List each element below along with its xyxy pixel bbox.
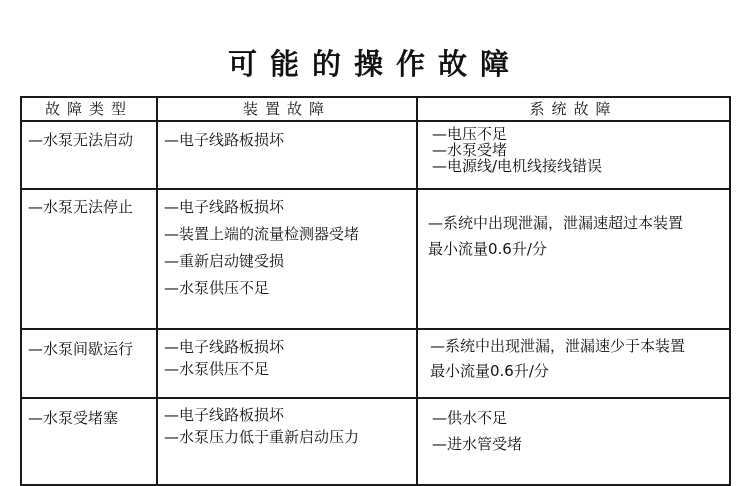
fault-type-text: —水泵受堵塞 xyxy=(28,409,119,427)
table-row xyxy=(21,121,730,189)
system-fault-item: 最小流量0.6升/分 xyxy=(428,240,547,258)
system-fault-item: —电压不足 xyxy=(432,125,508,143)
device-fault-item: —水泵供压不足 xyxy=(164,360,270,378)
system-fault-cell xyxy=(417,189,730,329)
device-fault-item: —水泵供压不足 xyxy=(164,279,270,297)
device-fault-item: —电子线路板损坏 xyxy=(164,131,285,149)
device-fault-item: —重新启动键受损 xyxy=(164,252,285,270)
fault-type-cell xyxy=(21,398,157,485)
device-fault-item: —装置上端的流量检测器受堵 xyxy=(164,225,360,243)
fault-type-cell xyxy=(21,121,157,189)
system-fault-item: —系统中出现泄漏，泄漏速超过本装置 xyxy=(428,214,684,232)
system-fault-item: —进水管受堵 xyxy=(432,435,523,453)
header-fault-type: 故障类型 xyxy=(21,97,157,121)
header-system-fault: 系统故障 xyxy=(417,97,730,121)
system-fault-item: 最小流量0.6升/分 xyxy=(430,362,549,380)
fault-type-cell xyxy=(21,329,157,398)
fault-type-text: —水泵无法启动 xyxy=(28,131,134,149)
device-fault-item: —电子线路板损坏 xyxy=(164,198,285,216)
device-fault-item: —电子线路板损坏 xyxy=(164,338,285,356)
fault-table xyxy=(20,96,731,486)
system-fault-item: —供水不足 xyxy=(432,409,508,427)
device-fault-cell xyxy=(157,329,417,398)
system-fault-item: —电源线/电机线接线错误 xyxy=(432,157,603,175)
table-row xyxy=(21,329,730,398)
table-row xyxy=(21,189,730,329)
fault-type-text: —水泵无法停止 xyxy=(28,198,134,216)
header-device-fault: 装置故障 xyxy=(157,97,417,121)
system-fault-item: —水泵受堵 xyxy=(432,141,508,159)
device-fault-item: —水泵压力低于重新启动压力 xyxy=(164,428,360,446)
system-fault-cell xyxy=(417,398,730,485)
fault-type-text: —水泵间歇运行 xyxy=(28,340,134,358)
table-header-row xyxy=(21,97,730,121)
system-fault-cell xyxy=(417,329,730,398)
device-fault-item: —电子线路板损坏 xyxy=(164,406,285,424)
system-fault-cell xyxy=(417,121,730,189)
device-fault-cell xyxy=(157,398,417,485)
table-row xyxy=(21,398,730,485)
device-fault-cell xyxy=(157,121,417,189)
device-fault-cell xyxy=(157,189,417,329)
fault-type-cell xyxy=(21,189,157,329)
system-fault-item: —系统中出现泄漏，泄漏速少于本装置 xyxy=(430,337,686,355)
page-title: 可能的操作故障 xyxy=(227,47,522,81)
